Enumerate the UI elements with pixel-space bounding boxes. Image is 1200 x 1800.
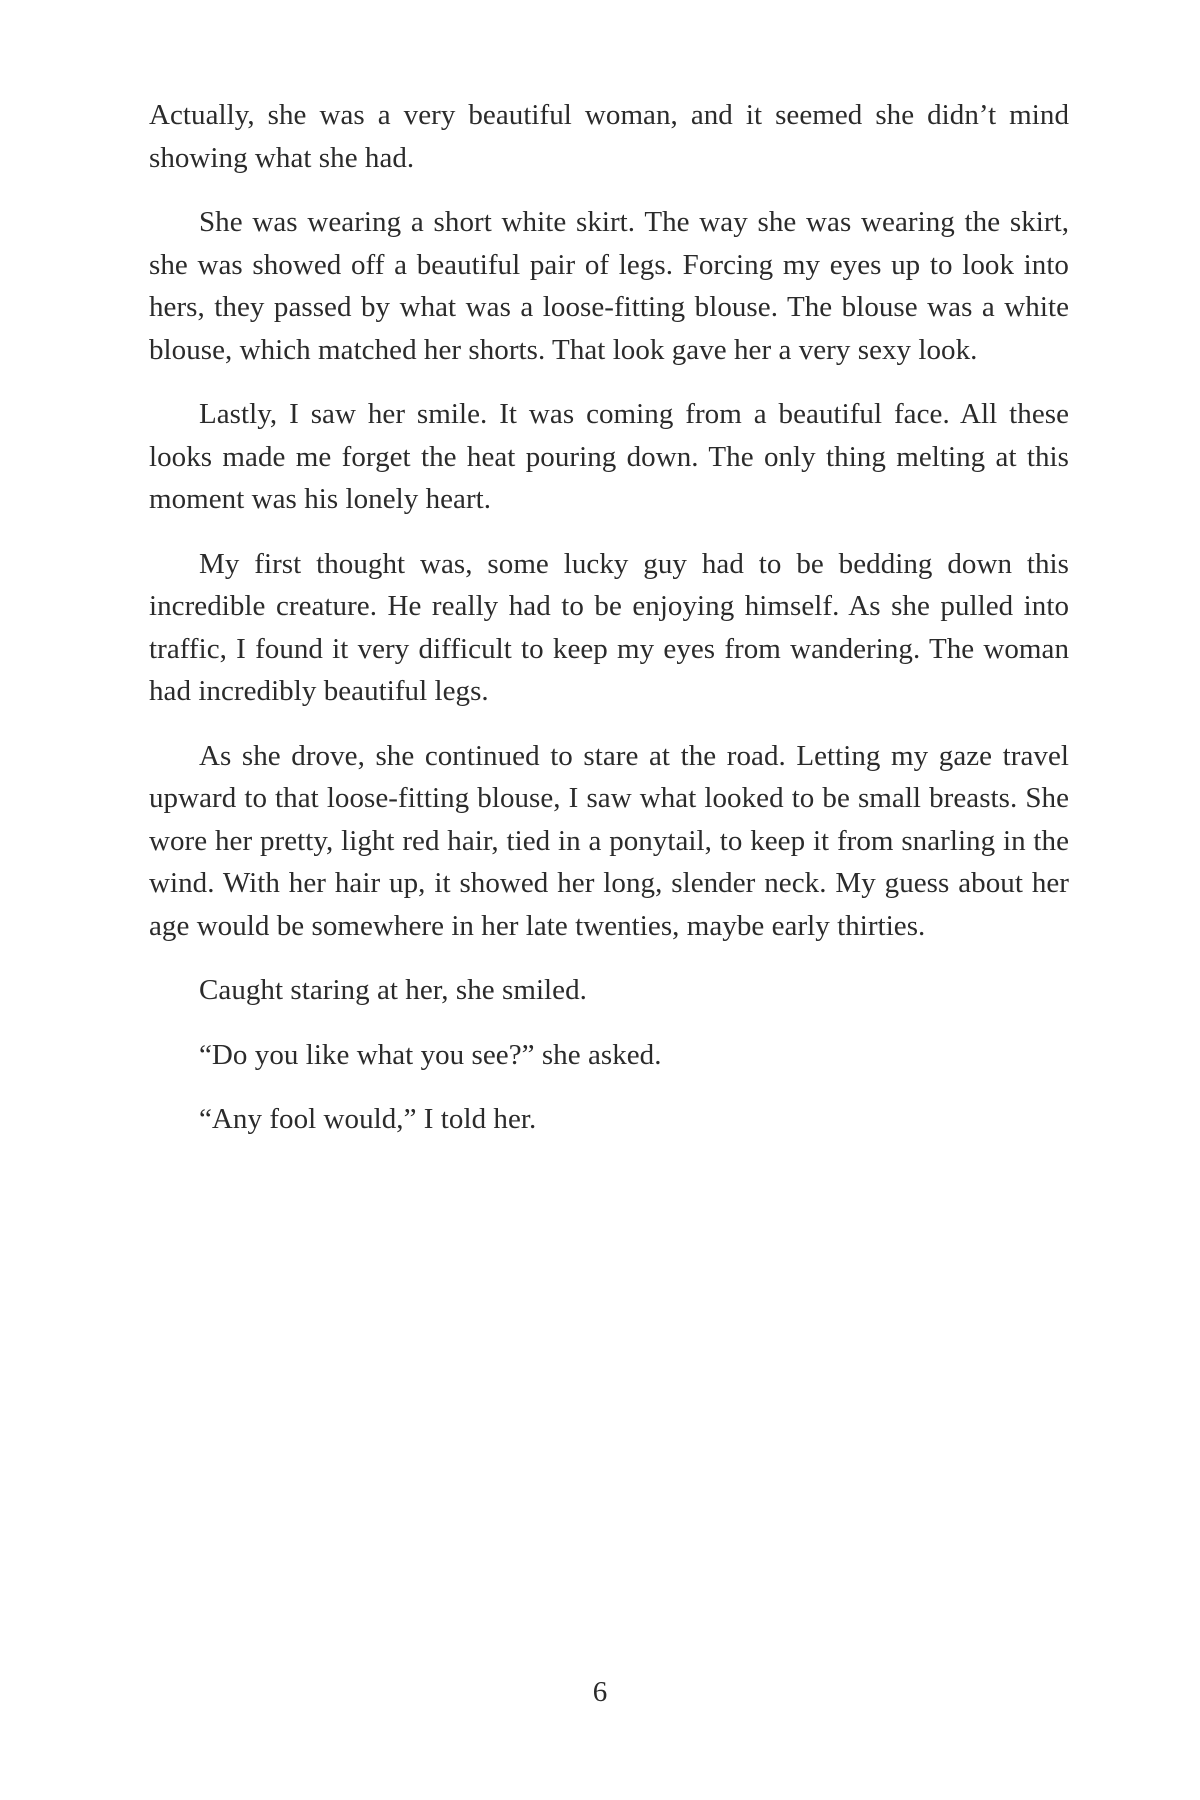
dialogue-question: “Do you like what you see?” she asked. — [199, 1038, 662, 1071]
paragraph-4: My first thought was, some lucky guy had to be bedding down this incredible creature. He really had to be enjoying himself. As she pulled into traffic, I found it very difficult to keep my eyes from wandering. The woman had incredibly beautiful legs. — [149, 547, 1069, 707]
dialogue-reply: “Any fool would,” I told her. — [199, 1103, 537, 1135]
paragraph-1: Actually, she was a very beautiful woman, and it seemed she didn’t mind showing what she had. — [149, 99, 1069, 174]
page-number: 6 — [592, 1676, 608, 1708]
paragraph-3: Lastly, I saw her smile. It was coming from a beautiful face. All these looks made me forget the heat pouring down. The only thing melting at this moment was his lonely heart. — [149, 398, 1069, 515]
paragraph-5: As she drove, she continued to stare at the road. Letting my gaze travel upward to that loose-fitting blouse, I saw what looked to be small breasts. She wore her pretty, light red hair, tied in a ponytail, to keep it from snarling in the wind. With her hair up, it showed her long, slender neck. My guess about her age would be somewhere in her late twenties, maybe early thirties. — [149, 739, 1069, 942]
body-text — [149, 94, 1069, 1163]
paragraph-6: Caught staring at her, she smiled. — [199, 974, 587, 1006]
paragraph-2: She was wearing a short white skirt. The way she was wearing the skirt, she was showed off a beautiful pair of legs. Forcing my eyes up to look into hers, they passed by what was a loose-fitting blouse. The blouse was a white blouse, which matched her shorts. That look gave her a very sexy look. — [149, 206, 1069, 366]
